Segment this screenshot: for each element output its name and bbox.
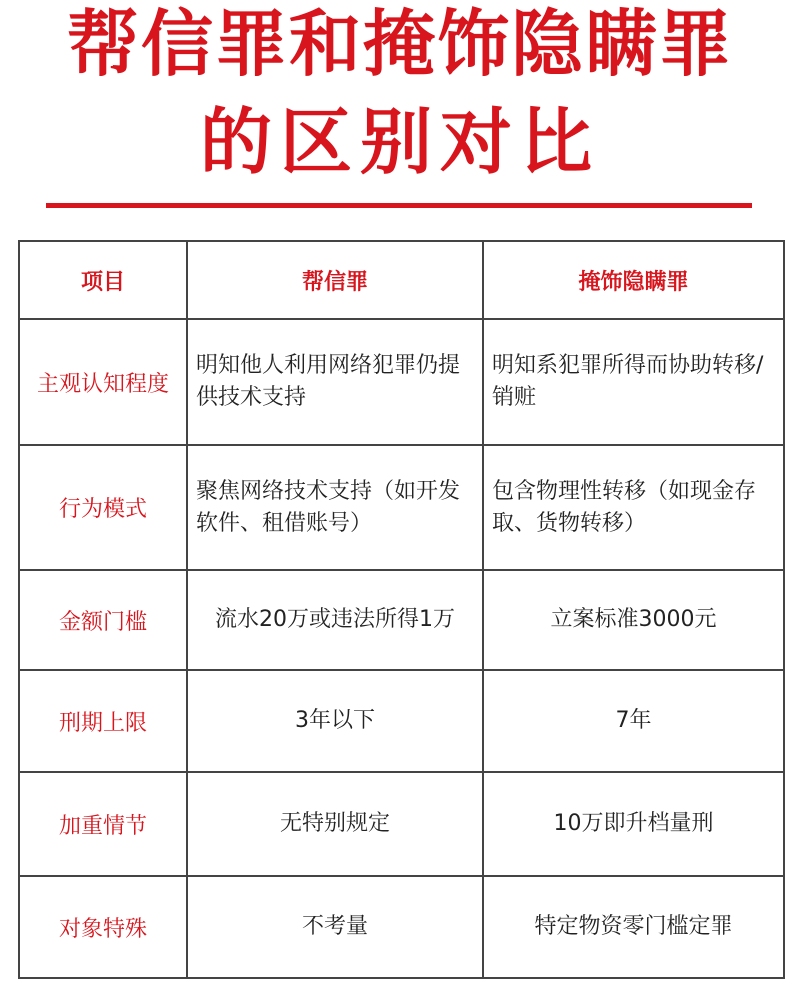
cell-bangxin: 流水20万或违法所得1万 <box>187 570 483 670</box>
cell-yanshi: 立案标准3000元 <box>483 570 784 670</box>
table-row <box>19 445 784 570</box>
cell-bangxin: 不考量 <box>187 876 483 978</box>
cell-yanshi: 包含物理性转移（如现金存取、货物转移） <box>483 445 784 570</box>
cell-bangxin: 明知他人利用网络犯罪仍提供技术支持 <box>187 319 483 445</box>
row-label: 金额门槛 <box>19 570 187 670</box>
row-label: 行为模式 <box>19 445 187 570</box>
table-header-row <box>19 241 784 319</box>
table-row <box>19 670 784 772</box>
row-label: 主观认知程度 <box>19 319 187 445</box>
page-title-line-1: 帮信罪和掩饰隐瞒罪 <box>66 2 733 86</box>
cell-yanshi: 10万即升档量刑 <box>483 772 784 876</box>
comparison-table <box>18 240 785 979</box>
cell-yanshi: 特定物资零门槛定罪 <box>483 876 784 978</box>
header-item: 项目 <box>19 241 187 319</box>
table-row <box>19 772 784 876</box>
table-row <box>19 570 784 670</box>
header-bangxin: 帮信罪 <box>187 241 483 319</box>
table-row <box>19 319 784 445</box>
table-row <box>19 876 784 978</box>
cell-bangxin: 3年以下 <box>187 670 483 772</box>
cell-bangxin: 无特别规定 <box>187 772 483 876</box>
row-label: 加重情节 <box>19 772 187 876</box>
cell-bangxin: 聚焦网络技术支持（如开发软件、租借账号） <box>187 445 483 570</box>
title-divider <box>46 203 752 208</box>
cell-yanshi: 明知系犯罪所得而协助转移/销赃 <box>483 319 784 445</box>
page-title-line-2: 的区别对比 <box>199 100 600 184</box>
cell-yanshi: 7年 <box>483 670 784 772</box>
row-label: 对象特殊 <box>19 876 187 978</box>
row-label: 刑期上限 <box>19 670 187 772</box>
header-yanshi: 掩饰隐瞒罪 <box>483 241 784 319</box>
